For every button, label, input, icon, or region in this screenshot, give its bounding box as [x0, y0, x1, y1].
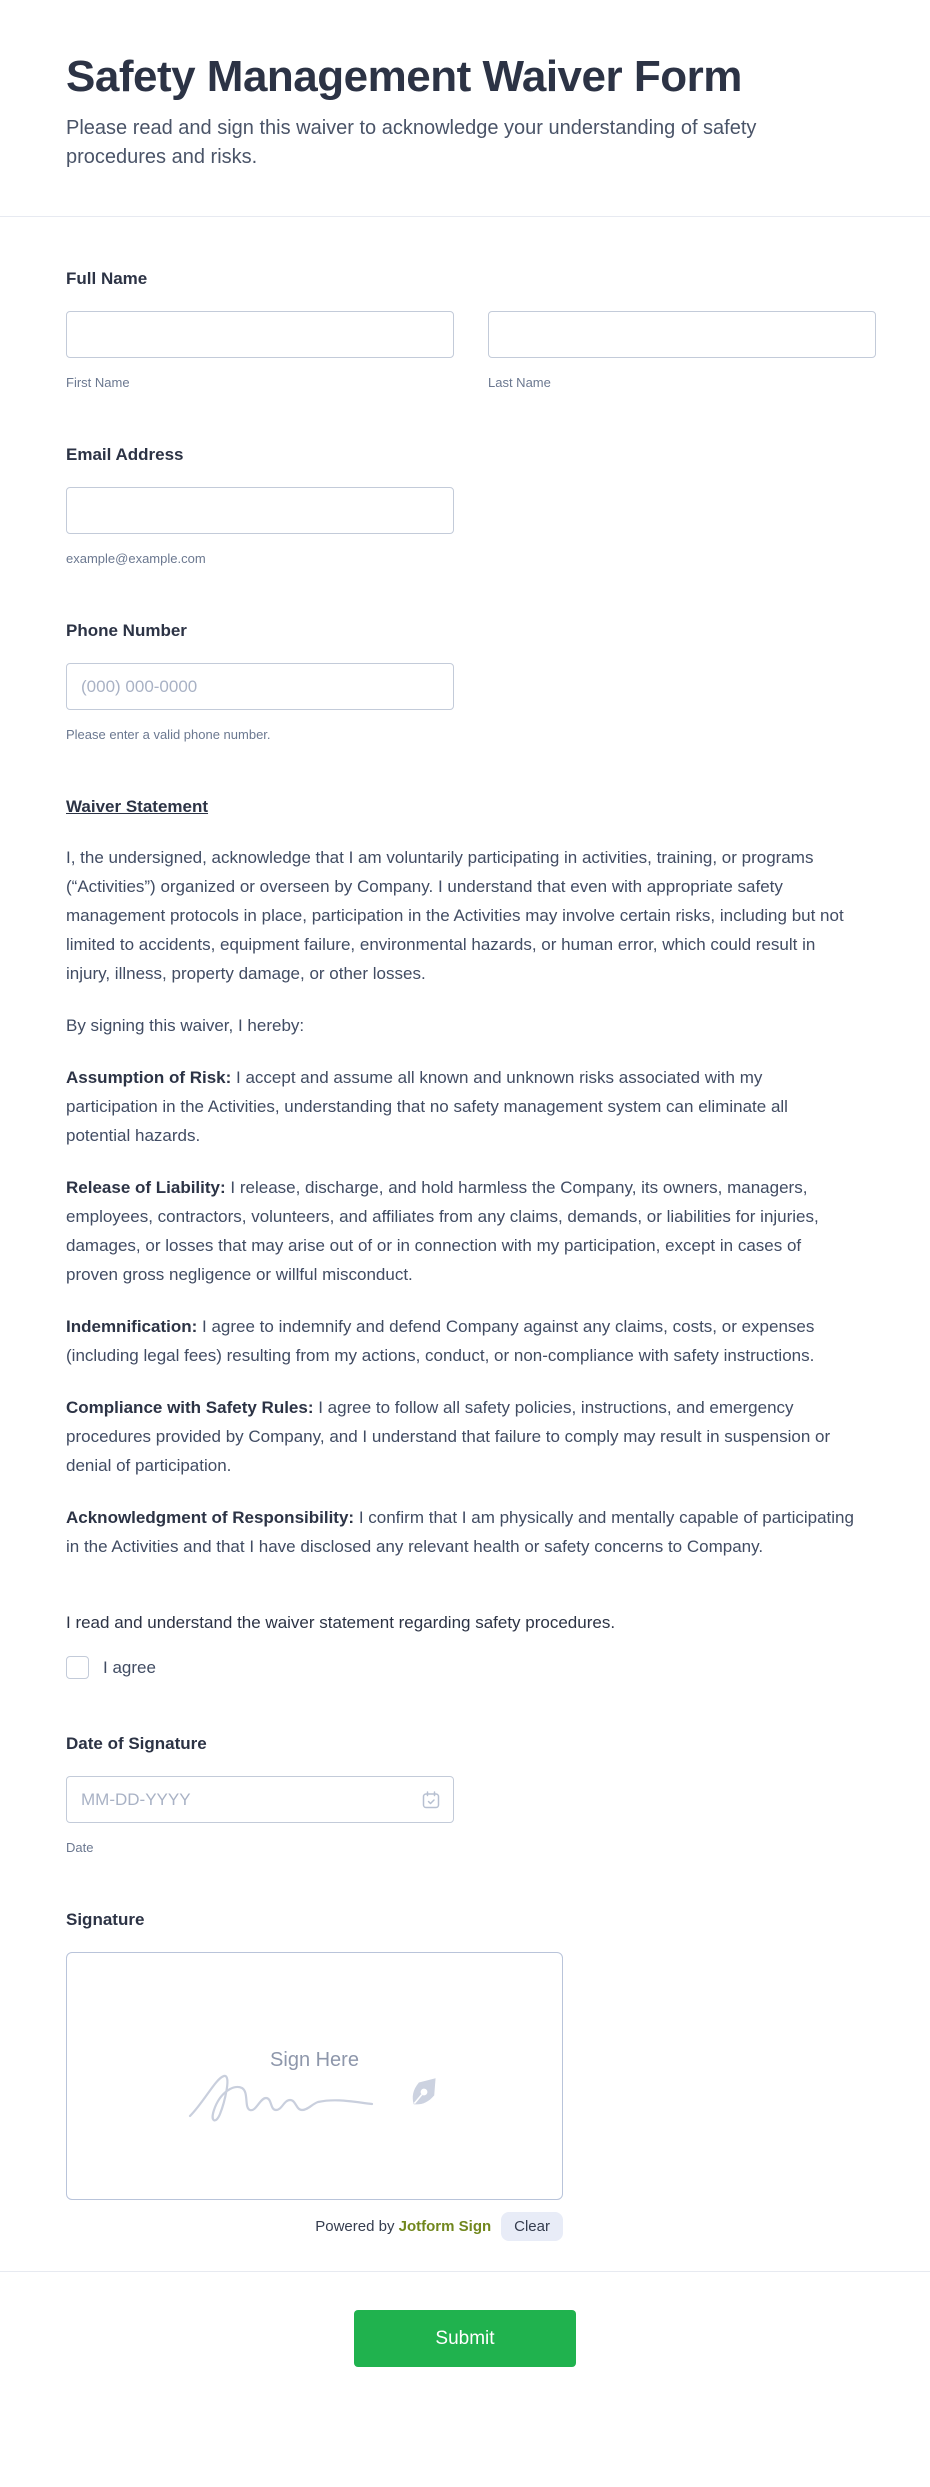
clause-text: I release, discharge, and hold harmless the Company, its owners, managers, employees, contractors, volunteers, and affiliates from any claims, demands, or liabilities for injuries, damages, or losses that may arise out of or in connection with my participation, except in cases of proven gross negligence or willful misconduct. [66, 1178, 819, 1284]
clause-text: I accept and assume all known and unknown risks associated with my participation in the Activities, understanding that no safety management system can eliminate all potential hazards. [66, 1068, 788, 1145]
phone-label: Phone Number [66, 621, 187, 640]
signature-scribble-icon [186, 2058, 416, 2128]
date-of-signature-field [66, 1734, 875, 1855]
form-header [0, 0, 930, 217]
clear-signature-button[interactable]: Clear [501, 2212, 563, 2241]
signature-label: Signature [66, 1910, 145, 1929]
waiver-statement-block [66, 797, 875, 1561]
clause-title: Acknowledgment of Responsibility: [66, 1508, 355, 1527]
powered-by-label: Powered by [315, 2218, 395, 2235]
page-subtitle: Please read and sign this waiver to acknowledge your understanding of safety procedures and risks. [66, 117, 757, 168]
submit-button[interactable]: Submit [354, 2310, 576, 2367]
waiver-statement-heading: Waiver Statement [66, 797, 209, 816]
date-label: Date of Signature [66, 1734, 207, 1753]
full-name-label: Full Name [66, 269, 148, 288]
last-name-sublabel: Last Name [488, 375, 551, 390]
powered-by-text [315, 2218, 491, 2235]
jotform-sign-brand: Jotform Sign [398, 2218, 492, 2235]
waiver-clause-release-of-liability [66, 1173, 856, 1289]
waiver-clause-indemnification [66, 1312, 856, 1370]
sign-here-placeholder: Sign Here [270, 2049, 359, 2071]
waiver-clause-acknowledgment [66, 1503, 856, 1561]
email-label: Email Address [66, 445, 184, 464]
clause-title: Assumption of Risk: [66, 1068, 232, 1087]
clause-text: I agree to follow all safety policies, instructions, and emergency procedures provided by Company, and I understand that failure to comply may result in suspension or denial of participation. [66, 1398, 831, 1475]
first-name-sublabel: First Name [66, 375, 130, 390]
agreement-field [66, 1613, 875, 1679]
i-agree-label: I agree [103, 1657, 156, 1677]
agreement-question: I read and understand the waiver statement regarding safety procedures. [66, 1613, 616, 1632]
waiver-clause-assumption-of-risk [66, 1063, 856, 1150]
last-name-input[interactable] [488, 311, 876, 358]
i-agree-checkbox[interactable] [66, 1656, 89, 1679]
signature-field [66, 1910, 875, 2241]
clause-text: I agree to indemnify and defend Company against any claims, costs, or expenses (including legal fees) resulting from my actions, conduct, or non-compliance with safety instructions. [66, 1317, 815, 1365]
clause-title: Compliance with Safety Rules: [66, 1398, 314, 1417]
submit-section [0, 2271, 930, 2418]
email-sublabel: example@example.com [66, 551, 206, 566]
date-input[interactable] [66, 1776, 454, 1823]
waiver-clause-compliance [66, 1393, 856, 1480]
phone-sublabel: Please enter a valid phone number. [66, 727, 271, 742]
first-name-column [66, 311, 454, 390]
clause-title: Indemnification: [66, 1317, 198, 1336]
email-field [66, 445, 875, 566]
clause-title: Release of Liability: [66, 1178, 226, 1197]
full-name-field [66, 269, 875, 390]
pen-nib-icon [404, 2070, 444, 2114]
waiver-intro-paragraph: I, the undersigned, acknowledge that I am voluntarily participating in activities, training, or programs (“Activities”) organized or overseen by Company. I understand that even with appropriate safety management protocols in place, participation in the Activities may involve certain risks, including but not limited to accidents, equipment failure, environmental hazards, or human error, which could result in injury, illness, property damage, or other losses. [66, 848, 844, 983]
email-input[interactable] [66, 487, 454, 534]
signature-pad[interactable] [66, 1952, 563, 2200]
phone-input[interactable] [66, 663, 454, 710]
waiver-by-signing-line: By signing this waiver, I hereby: [66, 1016, 305, 1035]
clause-text: I confirm that I am physically and mentally capable of participating in the Activities and that I have disclosed any relevant health or safety concerns to Company. [66, 1508, 854, 1556]
last-name-column [488, 311, 876, 390]
first-name-input[interactable] [66, 311, 454, 358]
page-title: Safety Management Waiver Form [66, 52, 742, 101]
phone-field [66, 621, 875, 742]
date-sublabel: Date [66, 1840, 94, 1855]
